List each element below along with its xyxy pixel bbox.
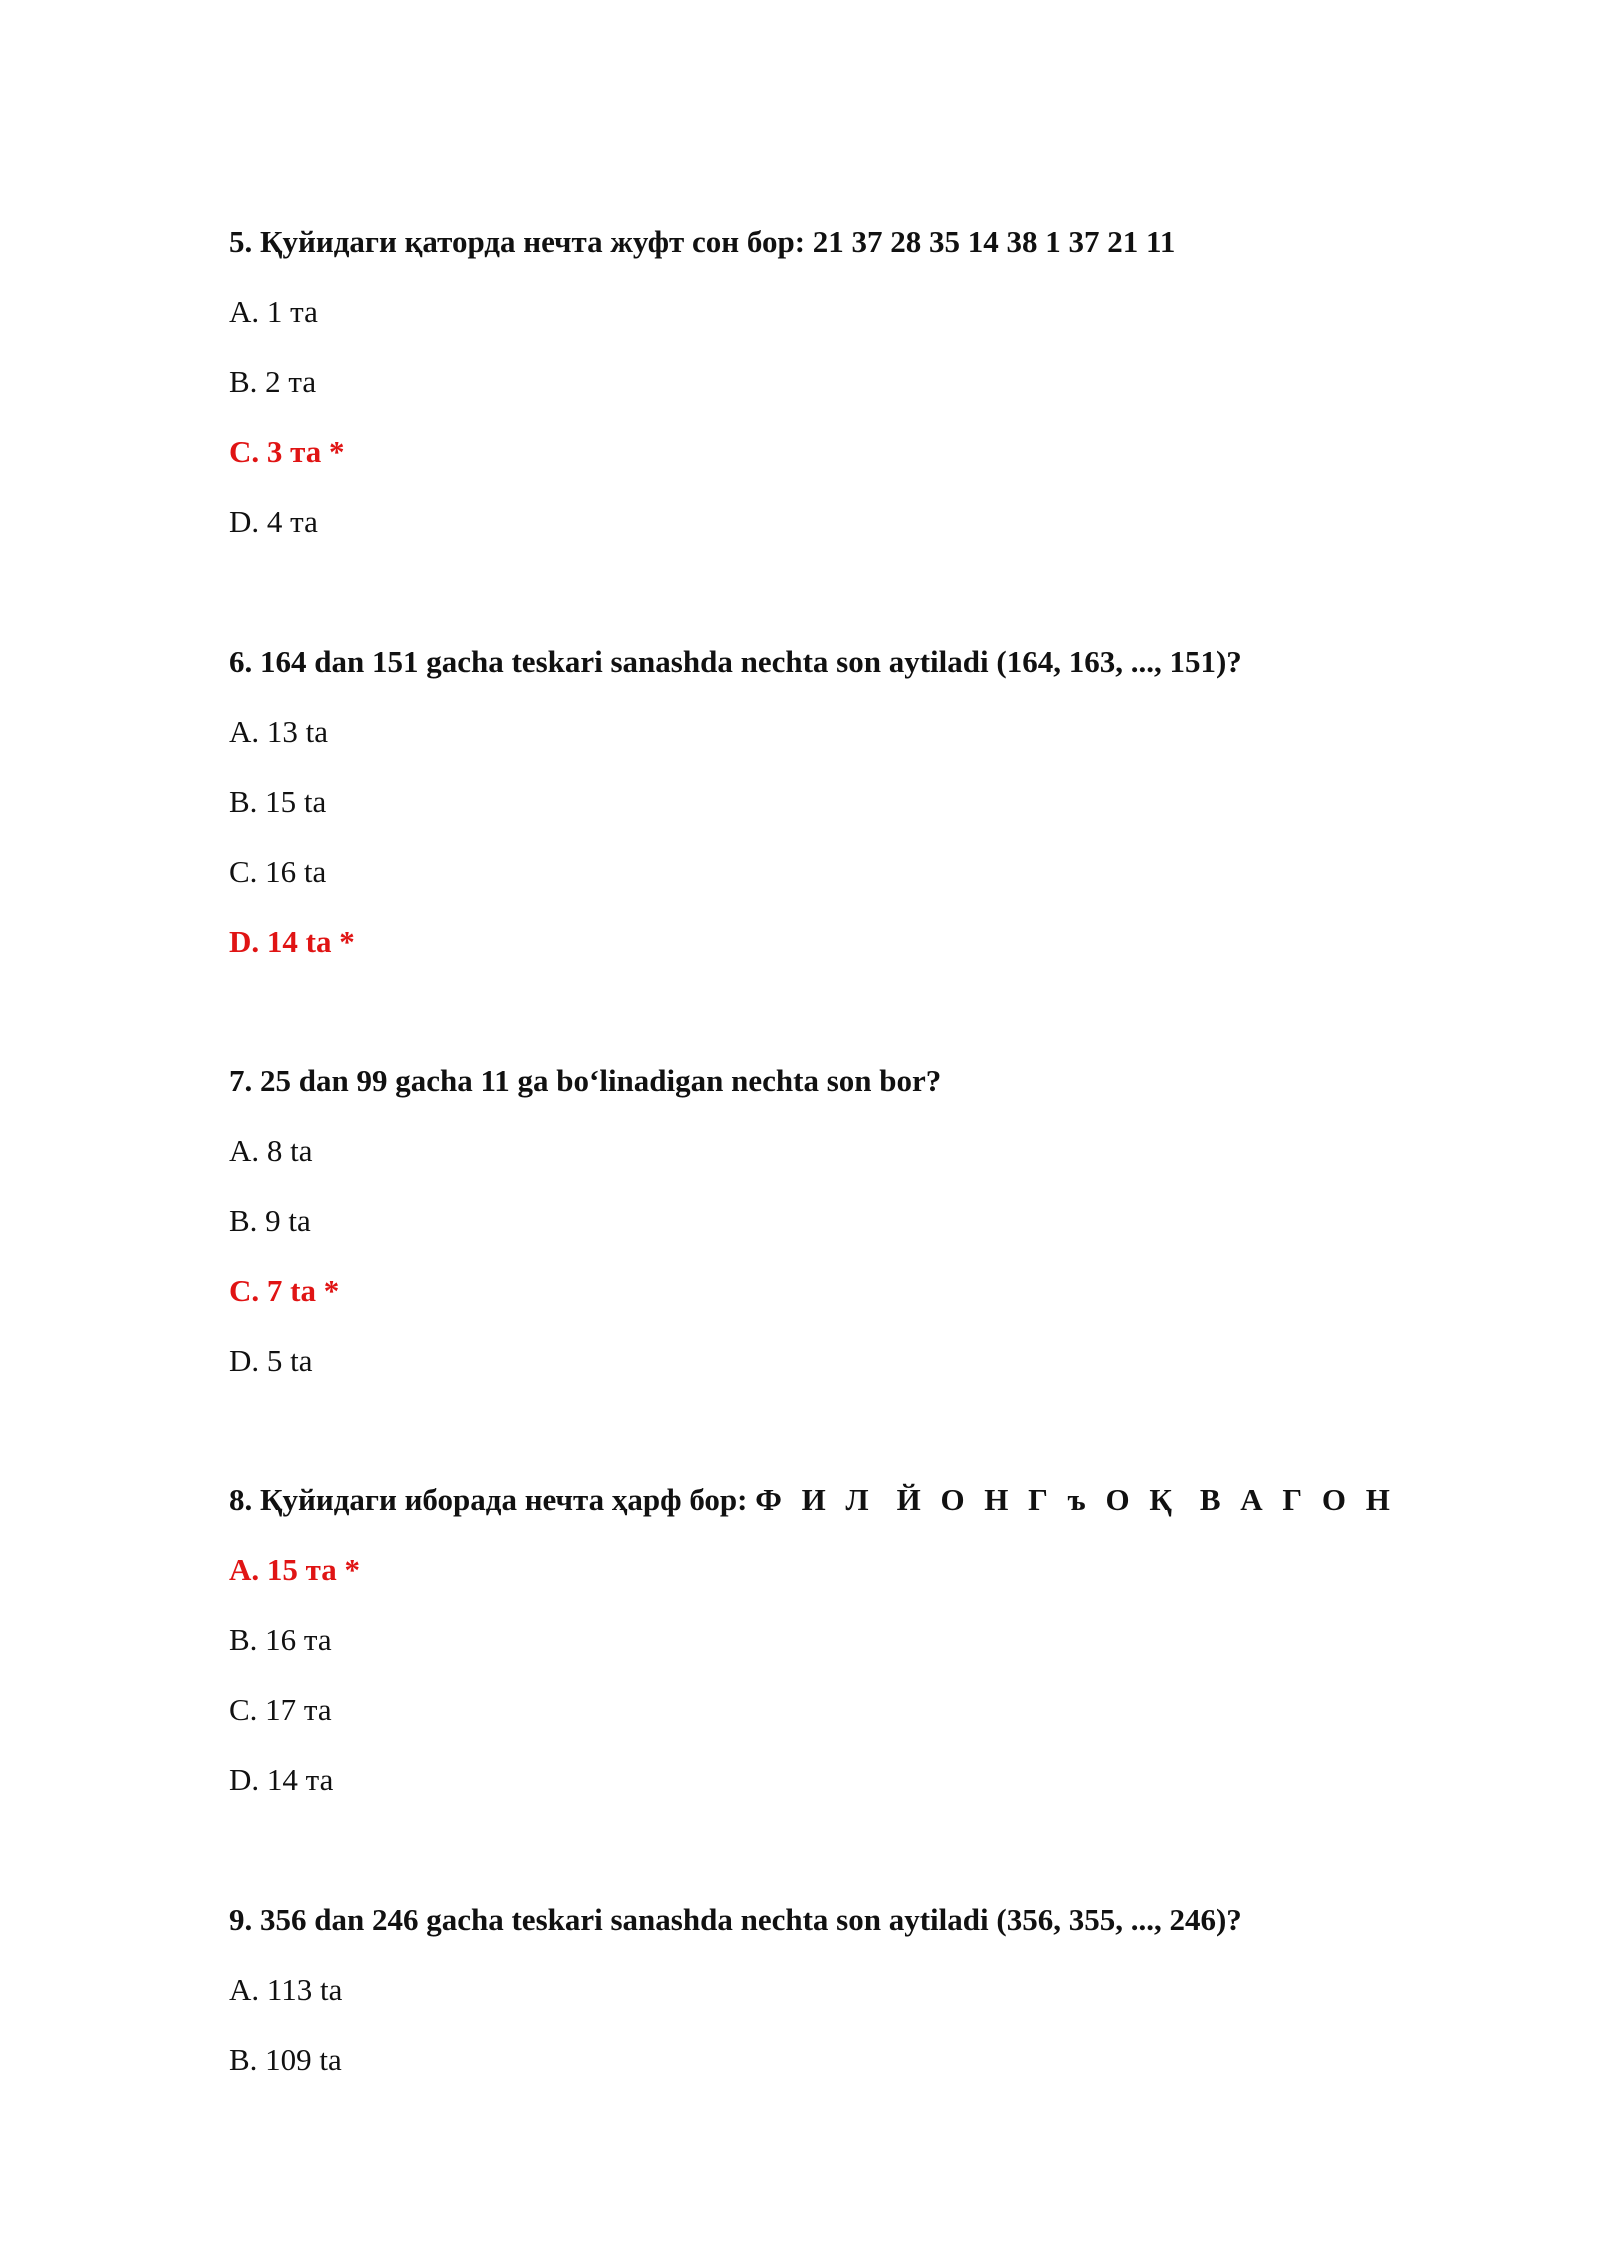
question-6-option-c: C. 16 ta [229,854,327,889]
question-5-text: 5. Қуйидаги қаторда нечта жуфт сон бор: 21 37 28 35 14 38 1 37 21 11 [229,224,1176,259]
question-8-option-d: D. 14 та [229,1762,334,1797]
question-8-option-a-correct: A. 15 та * [229,1552,360,1587]
question-8-option-c: C. 17 та [229,1692,332,1727]
question-5-option-d: D. 4 та [229,504,318,539]
question-8-option-b: B. 16 та [229,1622,332,1657]
question-6-text: 6. 164 dan 151 gacha teskari sanashda nechta son aytiladi (164, 163, ..., 151)? [229,644,1242,679]
question-9-text: 9. 356 dan 246 gacha teskari sanashda nechta son aytiladi (356, 355, ..., 246)? [229,1902,1242,1937]
question-8-text [229,1480,1396,1520]
question-6-option-d-correct: D. 14 ta * [229,924,355,959]
question-6-option-b: B. 15 ta [229,784,327,819]
question-7-option-c-correct: C. 7 ta * [229,1273,340,1308]
question-8-word-2: Й О Н Г ъ О Қ [896,1482,1178,1517]
question-7-option-a: A. 8 ta [229,1133,313,1168]
question-7-text: 7. 25 dan 99 gacha 11 ga bo‘linadigan nechta son bor? [229,1063,942,1098]
question-9-option-a: A. 113 ta [229,1972,343,2007]
question-8-word-1: Ф И Л [755,1482,875,1517]
question-9-option-b: B. 109 ta [229,2042,342,2077]
question-8-word-3: В А Г О Н [1199,1482,1396,1517]
question-7-option-d: D. 5 ta [229,1343,313,1378]
question-5-option-b: B. 2 та [229,364,317,399]
question-6-option-a: A. 13 ta [229,714,329,749]
question-8-prefix: 8. Қуйидаги иборада нечта ҳарф бор: [229,1482,748,1517]
question-5-option-c-correct: C. 3 та * [229,434,345,469]
question-7-option-b: B. 9 ta [229,1203,311,1238]
question-5-option-a: A. 1 та [229,294,318,329]
